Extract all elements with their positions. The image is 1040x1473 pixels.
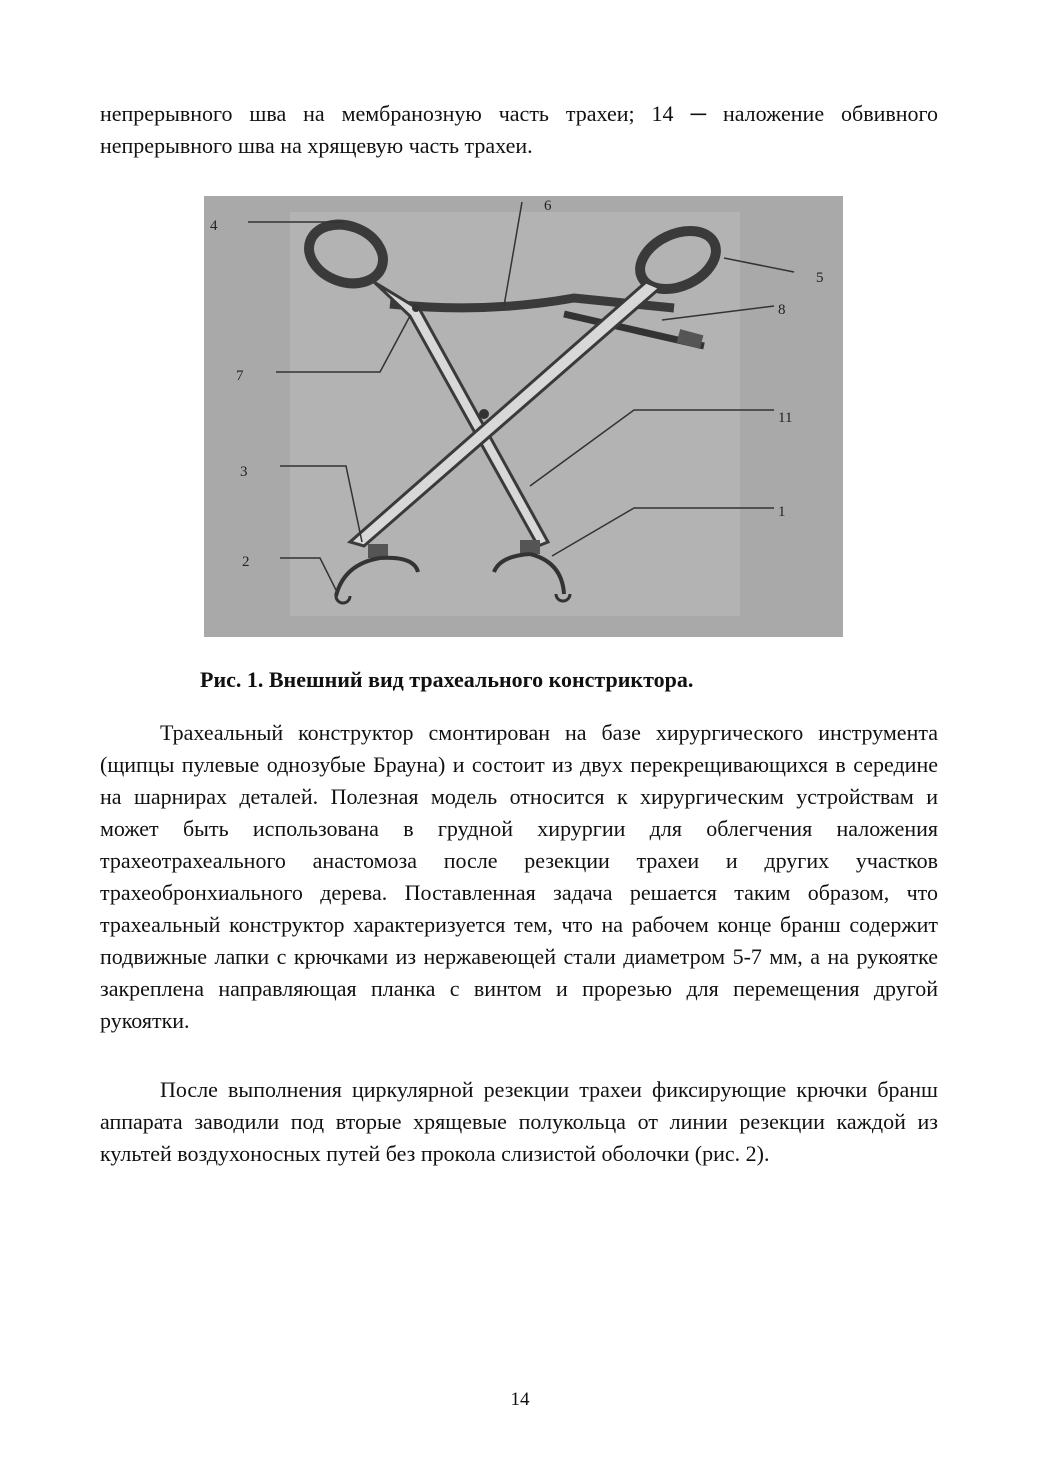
figure-caption: Рис. 1. Внешний вид трахеального констриктора. bbox=[200, 667, 694, 692]
bar-pivot bbox=[412, 304, 420, 312]
page-number: 14 bbox=[510, 1389, 530, 1410]
figure-label-6: 6 bbox=[544, 198, 552, 214]
hinge bbox=[479, 409, 489, 419]
paragraph-procedure: После выполнения циркулярной резекции трахеи фиксирующие крючки бранш аппарата заводили под вторые хрящевые полукольца от линии резекции каждой из культей воздухоносных путей без прокола слизистой оболочки (рис. 2). bbox=[100, 1077, 938, 1166]
right-hook-clamp bbox=[520, 540, 540, 554]
instrument-drawing bbox=[204, 196, 843, 637]
figure-label-1: 1 bbox=[778, 504, 786, 520]
paragraph-description: Трахеальный конструктор смонтирован на базе хирургического инструмента (щипцы пулевые однозубые Брауна) и состоит из двух перекрещивающихся в середине на шарнирах деталей. Полезная модель относится к хирургическим устройствам и может быть использована в грудной хирургии для облегчения наложения трахеотрахеального анастомоза после резекции трахеи и других участков трахеобронхиального дерева. Поставленная задача решается таким образом, что трахеальный конструктор характеризуется тем, что на рабочем конце бранш содержит подвижные лапки с крючками из нержавеющей стали диаметром 5-7 мм, а на рукоятке закреплена направляющая планка с винтом и прорезью для перемещения другой рукоятки. bbox=[100, 720, 938, 1033]
figure-tracheal-constrictor bbox=[204, 196, 843, 637]
figure-label-7: 7 bbox=[236, 368, 244, 384]
figure-label-5: 5 bbox=[816, 270, 824, 286]
paragraph-continuation: непрерывного шва на мембранозную часть трахеи; 14 ─ наложение обвивного непрерывного шва на хрящевую часть трахеи. bbox=[100, 101, 938, 158]
figure-label-4: 4 bbox=[210, 218, 218, 234]
figure-label-2: 2 bbox=[242, 554, 250, 570]
figure-label-8: 8 bbox=[778, 302, 786, 318]
figure-label-11: 11 bbox=[778, 410, 793, 426]
figure-label-3: 3 bbox=[240, 464, 248, 480]
